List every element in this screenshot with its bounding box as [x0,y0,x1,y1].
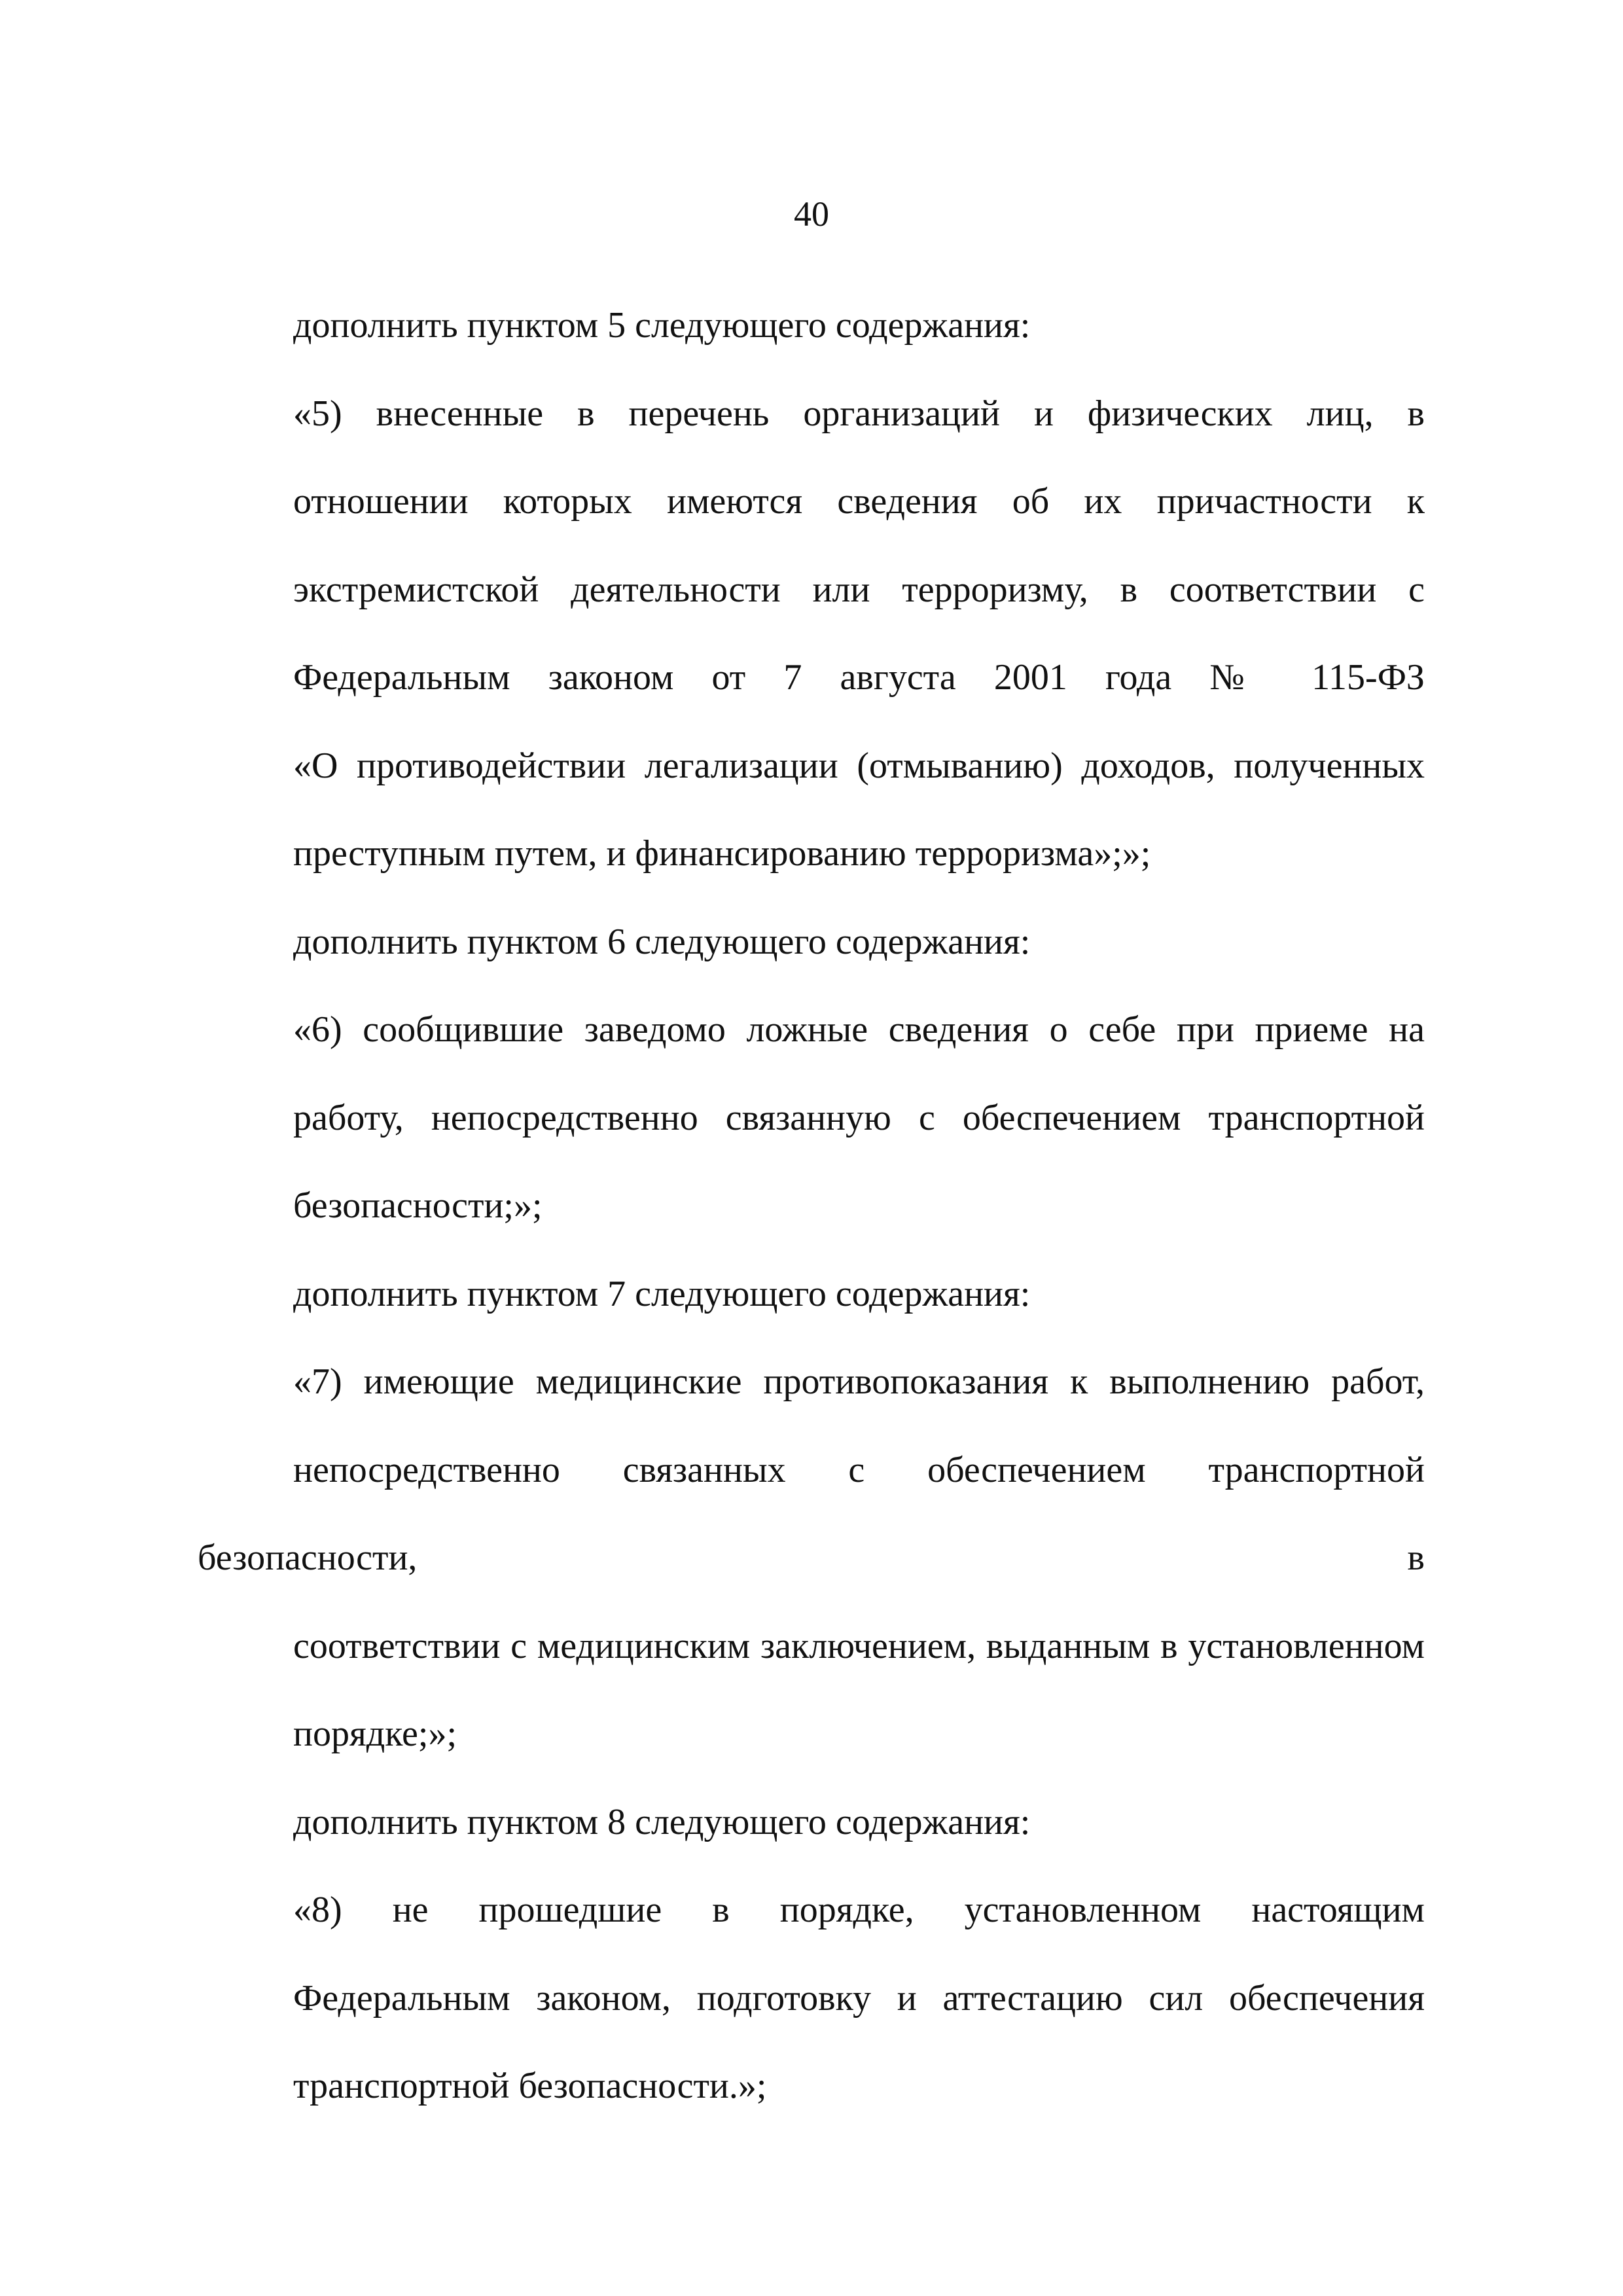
text-line: Федеральным законом, подготовку и аттестацию сил обеспечения [293,1977,1425,2018]
paragraph-item-8-text [198,1866,1425,2130]
paragraph-amend-item-8 [198,1778,1425,1867]
page-number: 40 [794,194,829,234]
document-body [198,281,1425,2130]
text-line: соответствии с медицинским заключением, выданным в установленном [293,1625,1425,1666]
text-line: «5) внесенные в перечень организаций и физических лиц, в [293,393,1425,434]
paragraph-item-6-text [198,986,1425,1250]
text-line: транспортной безопасности.»; [293,2066,767,2106]
paragraph-item-7-text [198,1338,1425,1778]
text-line: отношении которых имеются сведения об их причастности к [293,481,1425,522]
text-line: работу, непосредственно связанную с обеспечением транспортной [293,1097,1425,1138]
paragraph-amend-item-6 [198,898,1425,986]
text-line: непосредственно связанных с обеспечением транспортной безопасности, в [198,1449,1425,1578]
paragraph-item-5-text [198,370,1425,898]
text-line: порядке;»; [293,1713,457,1754]
text-line: дополнить пунктом 8 следующего содержания: [293,1801,1031,1842]
text-line: «7) имеющие медицинские противопоказания к выполнению работ, [293,1361,1425,1402]
text-line: «8) не прошедшие в порядке, установленном настоящим [293,1890,1425,1930]
paragraph-amend-item-5 [198,281,1425,370]
text-line: Федеральным законом от 7 августа 2001 года № 115-ФЗ [293,657,1425,698]
text-line: дополнить пунктом 5 следующего содержания: [293,305,1031,346]
text-line: преступным путем, и финансированию терроризма»;»; [293,833,1151,874]
text-line: экстремистской деятельности или терроризму, в соответствии с [293,569,1425,610]
text-line: дополнить пунктом 7 следующего содержания: [293,1273,1031,1314]
text-line: «О противодействии легализации (отмыванию) доходов, полученных [293,745,1425,786]
text-line: дополнить пунктом 6 следующего содержания: [293,921,1031,962]
text-line: «6) сообщившие заведомо ложные сведения о себе при приеме на [293,1009,1425,1050]
text-line: безопасности;»; [293,1185,543,1226]
paragraph-amend-item-7 [198,1250,1425,1338]
